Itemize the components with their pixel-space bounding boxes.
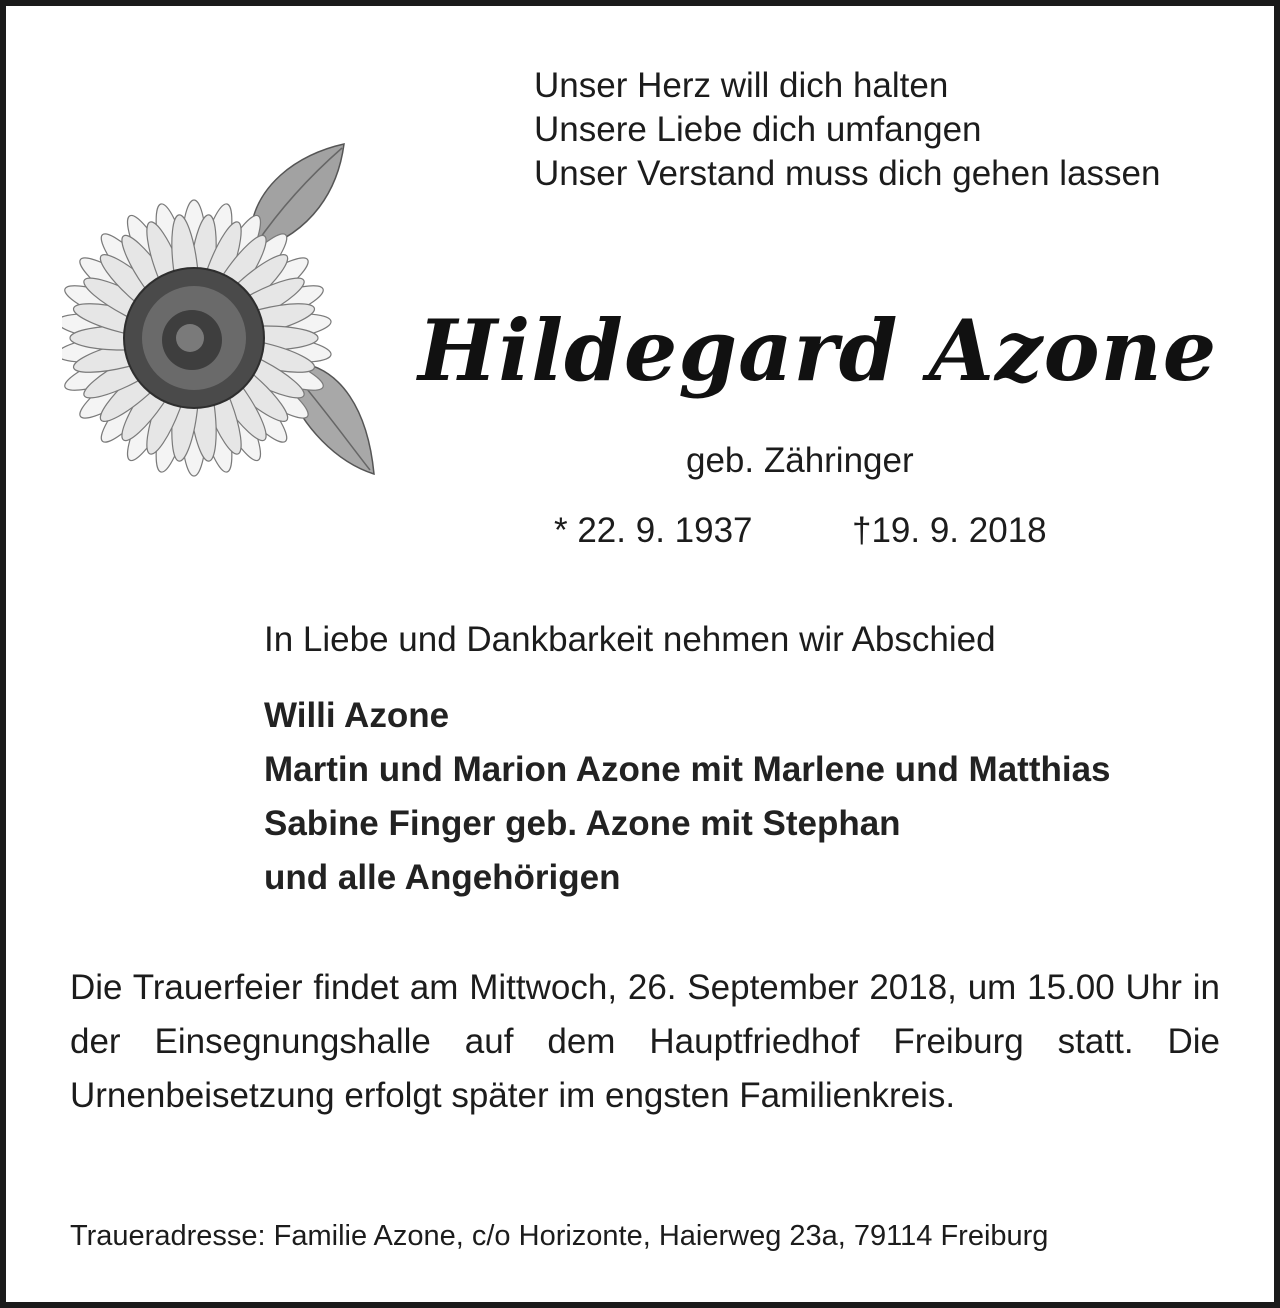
death-date: †19. 9. 2018 bbox=[852, 511, 1047, 550]
poem-line: Unser Verstand muss dich gehen lassen bbox=[534, 154, 1161, 193]
farewell-line: In Liebe und Dankbarkeit nehmen wir Abschied bbox=[264, 620, 996, 659]
mourner: Sabine Finger geb. Azone mit Stephan bbox=[264, 804, 901, 843]
mourner: Willi Azone bbox=[264, 696, 450, 735]
mourner: und alle Angehörigen bbox=[264, 858, 621, 897]
poem-line: Unsere Liebe dich umfangen bbox=[534, 110, 982, 149]
birth-date: * 22. 9. 1937 bbox=[554, 511, 753, 550]
maiden-name: geb. Zähringer bbox=[686, 441, 914, 480]
mourner: Martin und Marion Azone mit Marlene und Matthias bbox=[264, 750, 1111, 789]
poem-line: Unser Herz will dich halten bbox=[534, 66, 949, 105]
deceased-name: Hildegard Azone bbox=[418, 301, 1218, 400]
ceremony-info: Die Trauerfeier findet am Mittwoch, 26. September 2018, um 15.00 Uhr in der Einsegnungshalle auf dem Hauptfriedhof Freiburg statt. Die Urnenbeisetzung erfolgt später im engsten Familienkreis. bbox=[70, 968, 1220, 1115]
mourners-list bbox=[264, 689, 1111, 905]
leaf-top bbox=[250, 144, 344, 250]
mourning-address: Traueradresse: Familie Azone, c/o Horizonte, Haierweg 23a, 79114 Freiburg bbox=[70, 1220, 1049, 1252]
poem bbox=[534, 64, 1160, 196]
sunflower-icon bbox=[62, 126, 392, 486]
